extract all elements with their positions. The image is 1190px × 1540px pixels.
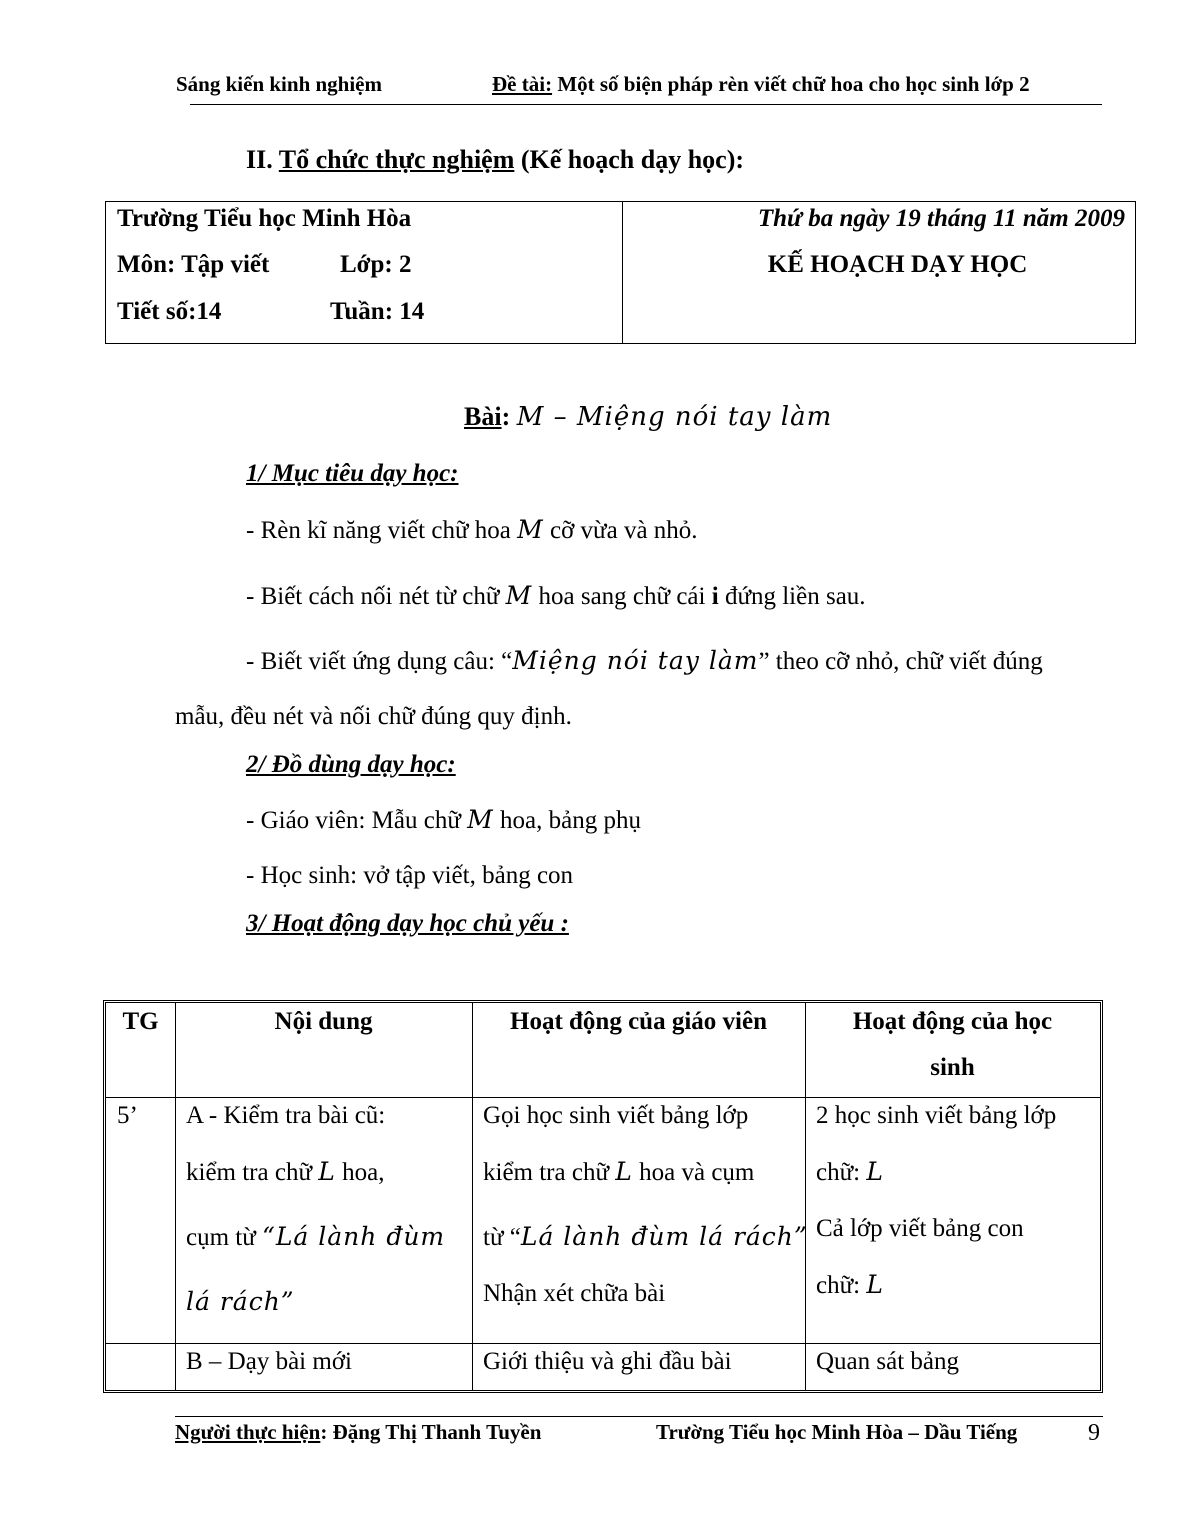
activities-heading: 3/ Hoạt động dạy học chủ yếu : — [246, 910, 569, 937]
row1-student-line3: Cả lớp viết bảng con — [816, 1215, 1024, 1242]
plan-title: KẾ HOẠCH DẠY HỌC — [767, 251, 1028, 278]
materials-student: - Học sinh: vở tập viết, bảng con — [246, 862, 574, 889]
objective-1-text: - Rèn kĩ năng viết chữ hoa — [246, 517, 518, 544]
row1-student-line4 — [816, 1270, 884, 1300]
header-topic-text: Một số biện pháp rèn viết chữ hoa cho học sinh lớp 2 — [552, 72, 1030, 96]
script-phrase: Miệng nói tay làm — [512, 646, 759, 675]
letter-i: i — [711, 583, 719, 610]
row1-content-line3 — [186, 1222, 445, 1252]
header-student-cont: sinh — [930, 1054, 975, 1081]
row1-teacher-line1: Gọi học sinh viết bảng lớp — [483, 1102, 749, 1129]
info-date: Thứ ba ngày 19 tháng 11 năm 2009 — [757, 205, 1125, 232]
table-col-divider — [175, 1003, 176, 1390]
row1-student-line1: 2 học sinh viết bảng lớp — [816, 1102, 1057, 1129]
objective-2-tail: đứng liền sau. — [718, 583, 866, 610]
page-number: 9 — [1088, 1420, 1100, 1446]
row1-student-line2 — [816, 1157, 884, 1187]
materials-teacher-tail: hoa, bảng phụ — [493, 807, 641, 834]
lesson-name: M – Miệng nói tay làm — [516, 402, 833, 432]
objectives-heading: 1/ Mục tiêu dạy học: — [246, 460, 459, 487]
header-student: Hoạt động của học — [852, 1008, 1053, 1035]
objective-2-text: - Biết cách nối nét từ chữ — [246, 583, 506, 610]
row1-tg: 5’ — [117, 1102, 138, 1129]
script-phrase: “Lá lành đùm — [262, 1222, 446, 1251]
row1-content-line1: A - Kiểm tra bài cũ: — [186, 1102, 386, 1129]
objective-3-text: - Biết viết ứng dụng câu: “ — [246, 648, 513, 675]
row1-student-text: chữ: — [816, 1272, 867, 1299]
materials-heading: 2/ Đồ dùng dạy học: — [246, 751, 456, 778]
table-row-divider — [106, 1097, 1100, 1098]
row1-teacher-line2 — [483, 1157, 754, 1187]
objective-3-cont: mẫu, đều nét và nối chữ đúng quy định. — [175, 703, 572, 730]
materials-teacher — [246, 805, 641, 835]
row1-content-text: kiểm tra chữ — [186, 1159, 319, 1186]
header-tg: TG — [122, 1008, 159, 1035]
row1-teacher-text: từ “ — [483, 1224, 521, 1251]
objective-2-mid: hoa sang chữ cái — [532, 583, 712, 610]
objective-2 — [246, 581, 866, 611]
script-letter-l: L — [866, 1157, 884, 1186]
footer-author-label: Người thực hiện — [175, 1420, 321, 1444]
section-number: II. — [246, 145, 279, 174]
script-letter-l: L — [318, 1157, 336, 1186]
info-box-divider — [622, 201, 623, 344]
footer-author-name: : Đặng Thị Thanh Tuyền — [320, 1420, 542, 1444]
row2-teacher: Giới thiệu và ghi đầu bài — [483, 1348, 732, 1375]
footer-school: Trường Tiểu học Minh Hòa – Dầu Tiếng — [656, 1420, 1018, 1444]
row1-teacher-line4: Nhận xét chữa bài — [483, 1280, 666, 1307]
script-letter-l: L — [866, 1270, 884, 1299]
section-subtitle: (Kế hoạch dạy học): — [514, 145, 745, 174]
row2-content: B – Dạy bài mới — [186, 1348, 352, 1375]
script-letter-m: M — [467, 805, 494, 834]
lesson-colon: : — [501, 402, 517, 431]
script-letter-m: M — [505, 581, 533, 610]
header-teacher: Hoạt động của giáo viên — [510, 1008, 767, 1035]
info-period: Tiết số:14 — [117, 298, 222, 325]
row1-teacher-line3 — [483, 1222, 808, 1252]
row1-content-line4: lá rách” — [186, 1287, 295, 1316]
footer-author — [175, 1420, 541, 1445]
objective-1 — [246, 515, 698, 545]
section-heading — [246, 145, 744, 175]
info-grade: Lớp: 2 — [340, 251, 412, 278]
info-week: Tuần: 14 — [330, 298, 425, 325]
objective-1-tail: cỡ vừa và nhỏ. — [543, 517, 698, 544]
header-left: Sáng kiến kinh nghiệm — [176, 72, 383, 96]
info-school: Trường Tiểu học Minh Hòa — [117, 205, 412, 232]
header-rule — [190, 104, 1102, 105]
header-topic — [492, 72, 1030, 97]
objective-3 — [246, 646, 1043, 676]
row2-student: Quan sát bảng — [816, 1348, 960, 1375]
table-col-divider — [472, 1003, 473, 1390]
lesson-label: Bài — [464, 402, 502, 431]
materials-teacher-text: - Giáo viên: Mẫu chữ — [246, 807, 468, 834]
script-letter-m: M — [517, 515, 544, 544]
header-content: Nội dung — [274, 1008, 373, 1035]
info-subject: Môn: Tập viết — [117, 251, 270, 278]
row1-content-text: cụm từ — [186, 1224, 263, 1251]
row1-content-line2 — [186, 1157, 384, 1187]
row1-teacher-text: kiểm tra chữ — [483, 1159, 616, 1186]
row1-teacher-tail: hoa và cụm — [632, 1159, 755, 1186]
footer-rule — [175, 1416, 1103, 1417]
header-topic-label: Đề tài: — [492, 72, 553, 96]
lesson-title — [464, 402, 832, 432]
row1-student-text: chữ: — [816, 1159, 867, 1186]
script-phrase: Lá lành đùm lá rách” — [520, 1222, 808, 1251]
objective-3-tail: ” theo cỡ nhỏ, chữ viết đúng — [758, 648, 1043, 675]
table-row-divider — [106, 1343, 1100, 1344]
section-title: Tổ chức thực nghiệm — [278, 145, 515, 174]
row1-content-tail: hoa, — [335, 1159, 385, 1186]
script-letter-l: L — [615, 1157, 633, 1186]
